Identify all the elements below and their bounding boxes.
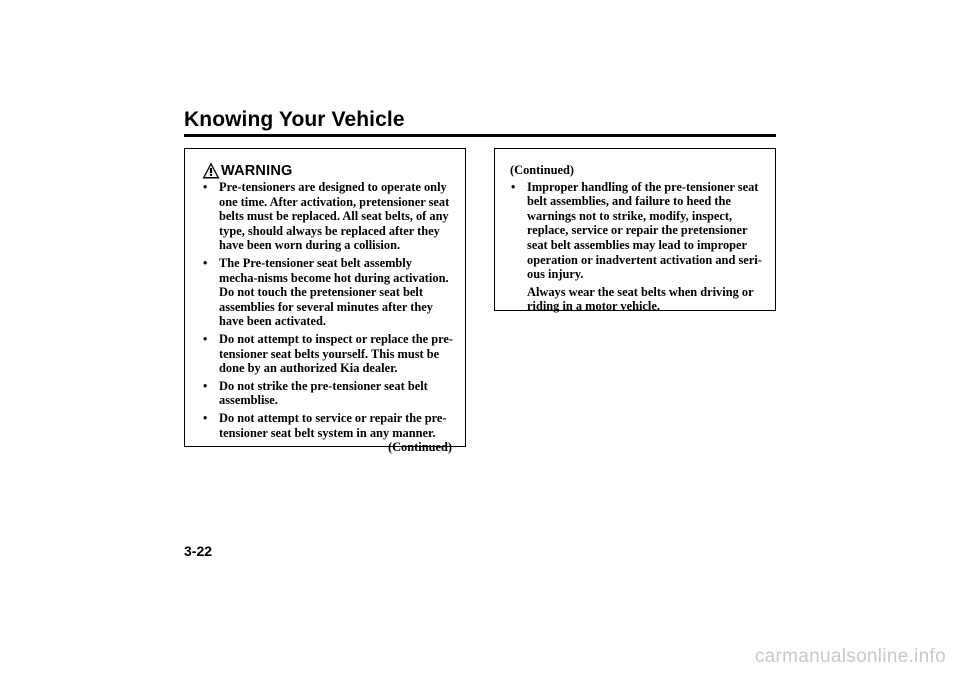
warning-item-text: Pre-tensioners are designed to operate only one time. After activation, pretensioner seat belts must be replaced. All seat belts, of any type, should always be replaced after they have been worn during a collision.: [219, 180, 450, 253]
closing-text: Always wear the seat belts when driving or riding in a motor vehicle.: [527, 284, 754, 314]
bullet-mark: •: [203, 378, 208, 393]
warning-item: [508, 180, 763, 282]
warning-item: [200, 180, 453, 253]
warning-item: [200, 411, 453, 440]
bullet-mark: •: [511, 179, 516, 194]
page-title: Knowing Your Vehicle: [184, 108, 405, 131]
bullet-mark: •: [203, 255, 208, 270]
warning-item: [200, 332, 453, 376]
continued-label: (Continued): [510, 163, 575, 177]
warning-item-text: The Pre-tensioner seat belt assembly mecha-nisms become hot during activation. Do not touch the pretensioner seat belt assemblies for several minutes after they have been activated.: [219, 255, 449, 329]
continued-list: [508, 180, 763, 282]
warning-item-text: Do not strike the pre-tensioner seat belt assemblise.: [219, 378, 428, 408]
warning-triangle-icon: [202, 162, 220, 179]
warning-item-text: Do not attempt to service or repair the pre-tensioner seat belt system in any manner.: [219, 410, 447, 440]
continued-label: (Continued): [387, 440, 452, 455]
warning-item: [200, 379, 453, 408]
warning-heading: [202, 159, 453, 179]
header-rule: [184, 134, 776, 137]
bullet-mark: •: [203, 331, 208, 346]
continued-warning-box: [494, 148, 776, 314]
bullet-mark: •: [203, 180, 208, 194]
page-number: 3-22: [184, 543, 213, 559]
warning-list: [200, 180, 453, 440]
bullet-mark: •: [203, 410, 208, 425]
watermark: carmanualsonline.info: [754, 646, 946, 667]
warning-label: WARNING: [221, 163, 293, 179]
warning-box: [184, 148, 466, 455]
warning-item-text: Improper handling of the pre-tensioner seat belt assemblies, and failure to heed the warnings not to strike, modify, inspect, replace, service or repair the pretensioner seat belt assemblies may lead to improper operation or inadvertent activation and seri-ous injury.: [527, 179, 762, 282]
warning-item-text: Do not attempt to inspect or replace the pre-tensioner seat belts yourself. This must be done by an authorized Kia dealer.: [219, 331, 453, 376]
warning-item: [200, 256, 453, 329]
